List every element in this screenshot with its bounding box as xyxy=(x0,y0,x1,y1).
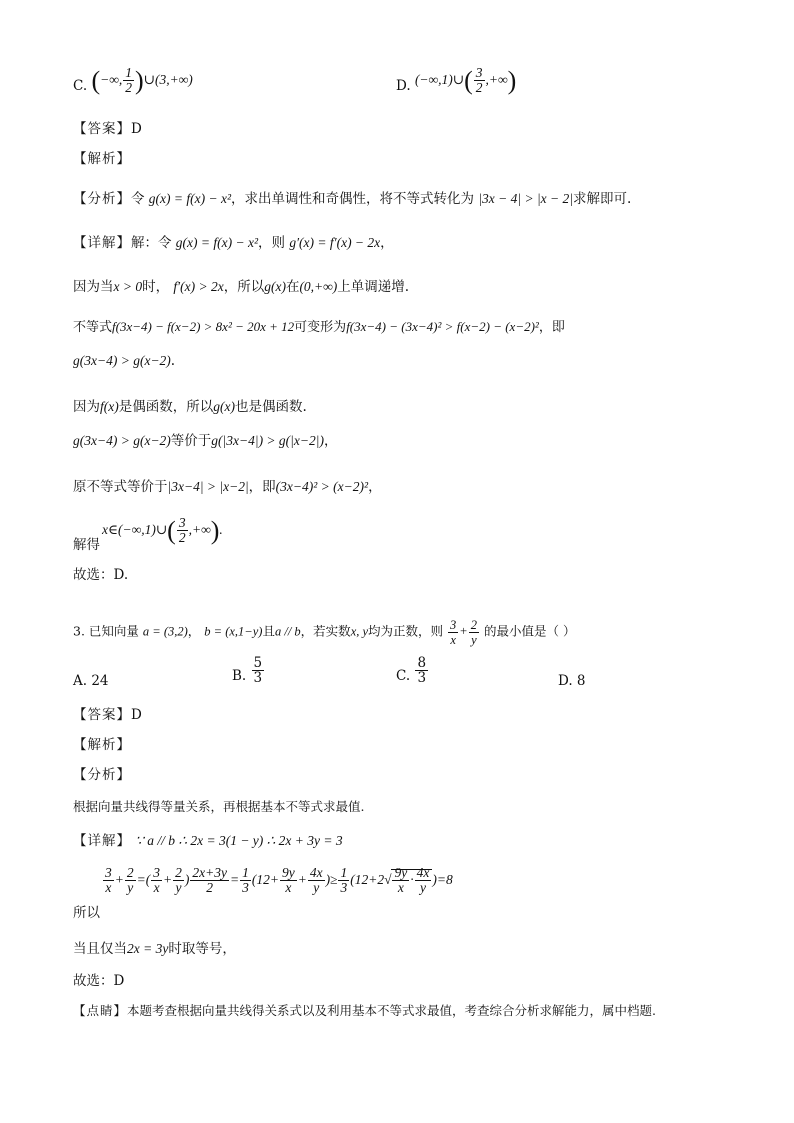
line-5-math-2: g(x) xyxy=(213,399,235,414)
q3-inequality: $\frac{3}{x}$ + $\frac{2}{y}$ =( $\frac{3}{x}$ + $\frac{2}{y}$ ) $\frac{2x+3y}{2}$ = $\frac{1}{3}$ (12+ $\frac{9y}{x}$ + $\frac{4x}{y}$ )≥ $\frac{1}{3}$ (12+2√ $\frac{9y}{x}$ · $\frac{4x}{y}$ )=8 xyxy=(105,865,453,895)
q3-option-b-den: 3 xyxy=(253,670,263,686)
line-7-text-b: ，即 xyxy=(248,479,276,495)
line-2 xyxy=(73,278,409,296)
line-2-text-a: 因为当 xyxy=(73,279,114,295)
line-2-math-3: g(x) xyxy=(264,279,286,294)
line-4 xyxy=(73,352,175,370)
line-6-math-2: g(|3x−4|) > g(|x−2|) xyxy=(211,433,324,448)
q3-fenxi-tag: 【分析】 xyxy=(73,767,131,783)
answer-tag: 【答案】 xyxy=(73,121,131,137)
option-d-row xyxy=(396,66,516,95)
q3-xiangjie-tag: 【详解】 xyxy=(73,833,131,849)
q3-option-d: D. 8 xyxy=(558,673,586,689)
xiangjie-math-2: g′(x) = f′(x) − 2x xyxy=(289,235,381,250)
xiangjie-text-1: 解：令 xyxy=(131,235,172,251)
q3-answer-value: D xyxy=(131,707,143,723)
option-d-label: D. xyxy=(396,78,411,94)
line-6-text-a: 等价于 xyxy=(170,433,212,449)
q3-suoyi: 所以 xyxy=(73,905,100,921)
xiangjie-text-2: ，则 xyxy=(258,235,286,251)
q3-equality-line xyxy=(73,940,236,958)
q3-equality-text-a: 当且仅当 xyxy=(73,941,127,957)
q3-dianjing-line xyxy=(73,1002,656,1020)
xiangjie-line xyxy=(73,234,394,252)
option-c-row xyxy=(73,66,193,95)
q3-answer-line xyxy=(73,706,143,724)
line-2-text-d: 在 xyxy=(285,279,300,295)
line-7-text-a: 原不等式等价于 xyxy=(73,479,168,495)
line-5-text-b: 是偶函数，所以 xyxy=(118,399,214,415)
line-7-math-2: (3x−4)² > (x−2)² xyxy=(275,479,369,494)
line-7 xyxy=(73,478,382,496)
q3-equality-math: 2x = 3y xyxy=(127,941,169,956)
q3-stem-text-4: ，若实数 xyxy=(300,623,351,639)
q3-option-c-num: 8 xyxy=(417,655,427,671)
line-2-text-b: 时， xyxy=(142,279,170,295)
xiangjie-math-1: g(x) = f(x) − x² xyxy=(175,235,259,250)
fenxi-text-2: ，求出单调性和奇偶性，将不等式转化为 xyxy=(231,191,475,207)
q3-option-c xyxy=(396,656,429,685)
line-6-math-1: g(3x−4) > g(x−2) xyxy=(73,433,171,448)
line-2-text-c: ，所以 xyxy=(223,279,265,295)
q3-stem-text-3: 且 xyxy=(262,623,275,639)
q3-fenxi-text: 根据向量共线得等量关系，再根据基本不等式求最值. xyxy=(73,799,365,814)
q3-stem-text-5: 均为正数，则 xyxy=(368,623,444,639)
answer-line xyxy=(73,120,143,138)
q3-dianjing-text: 本题考查根据向量共线得关系式以及利用基本不等式求最值，考查综合分析求解能力，属中档题. xyxy=(127,1003,656,1018)
q3-stem xyxy=(73,618,575,647)
fenxi-tag: 【分析】 xyxy=(73,191,131,207)
q3-xiangjie-math: ∵ a // b ∴ 2x = 3(1 − y) ∴ 2x + 3y = 3 xyxy=(135,833,343,848)
q3-xy: x, y xyxy=(350,624,369,639)
q3-answer-tag: 【答案】 xyxy=(73,707,131,723)
xiangjie-text-3: ， xyxy=(380,235,394,251)
q3-choose-line: 故选：D xyxy=(73,973,125,989)
solution-set: x∈(−∞,1)∪( $\frac{3}{2}$ ,+∞). xyxy=(102,515,223,545)
fenxi-math-2: |3x − 4| > |x − 2| xyxy=(478,191,573,206)
q3-option-c-frac xyxy=(415,656,428,685)
line-3 xyxy=(73,318,565,337)
line-8-math xyxy=(102,516,223,545)
line-5-text-a: 因为 xyxy=(73,399,100,415)
q3-option-b xyxy=(232,656,265,685)
line-4-math: g(3x−4) > g(x−2) xyxy=(73,353,171,368)
line-7-math-1: |3x−4| > |x−2| xyxy=(167,479,249,494)
q3-option-c-label: C. xyxy=(396,668,411,684)
q3-option-a: A. 24 xyxy=(73,673,109,689)
q3-option-b-frac xyxy=(252,656,265,685)
line-6 xyxy=(73,432,337,450)
line-6-text-b: ， xyxy=(323,433,338,449)
line-2-text-e: 上单调递增. xyxy=(337,279,410,295)
q3-expression: $\frac{3}{x}$ + $\frac{2}{y}$ xyxy=(450,618,477,647)
q3-analysis-tag: 【解析】 xyxy=(73,737,131,753)
q3-vector-a: a = (3,2) xyxy=(142,624,188,639)
q3-stem-text-1: 3. 已知向量 xyxy=(73,623,139,639)
q3-option-b-label: B. xyxy=(232,668,247,684)
option-c-math: (−∞, $\frac{1}{2}$ )∪(3,+∞) xyxy=(91,65,193,95)
line-3-text-c: ，即 xyxy=(538,320,565,335)
q3-stem-text-2: ， xyxy=(187,623,201,639)
q3-parallel: a // b xyxy=(274,624,301,639)
line-3-text-b: 可变形为 xyxy=(294,320,347,335)
q3-dianjing-tag: 【点睛】 xyxy=(73,1003,128,1018)
line-3-math-1: f(3x−4) − f(x−2) > 8x² − 20x + 12 xyxy=(112,319,295,334)
line-2-math-4: (0,+∞) xyxy=(299,279,338,294)
line-2-math-2: f′(x) > 2x xyxy=(173,279,224,294)
fenxi-math-1: g(x) = f(x) − x² xyxy=(148,191,232,206)
line-3-text-a: 不等式 xyxy=(73,320,113,335)
xiangjie-tag: 【详解】 xyxy=(73,235,131,251)
q3-equality-text-b: 时取等号， xyxy=(168,941,236,957)
line-5 xyxy=(73,398,307,416)
fenxi-text-3: 求解即可. xyxy=(573,191,632,207)
option-c-label: C. xyxy=(73,78,88,94)
q3-vector-b: b = (x,1−y) xyxy=(204,624,263,639)
option-d-math: (−∞,1)∪( $\frac{3}{2}$ ,+∞) xyxy=(414,65,517,95)
q3-xiangjie-line xyxy=(73,832,343,850)
choose-line: 故选：D. xyxy=(73,567,129,583)
line-5-text-c: 也是偶函数. xyxy=(234,399,307,415)
q3-long-math xyxy=(102,866,453,895)
fenxi-line xyxy=(73,190,631,208)
line-5-math-1: f(x) xyxy=(100,399,119,414)
q3-stem-text-6: 的最小值是（ ） xyxy=(483,623,576,639)
fenxi-text-1: 令 xyxy=(131,191,145,207)
analysis-tag: 【解析】 xyxy=(73,151,131,167)
line-7-text-c: ， xyxy=(368,479,382,495)
answer-value: D xyxy=(131,121,143,137)
line-3-math-2: f(3x−4) − (3x−4)² > f(x−2) − (x−2)² xyxy=(346,319,539,334)
line-2-math-1: x > 0 xyxy=(113,279,143,294)
line-4-text: . xyxy=(170,353,176,369)
q3-option-b-num: 5 xyxy=(253,655,263,671)
q3-option-c-den: 3 xyxy=(417,670,427,686)
line-8-text: 解得 xyxy=(73,537,100,553)
